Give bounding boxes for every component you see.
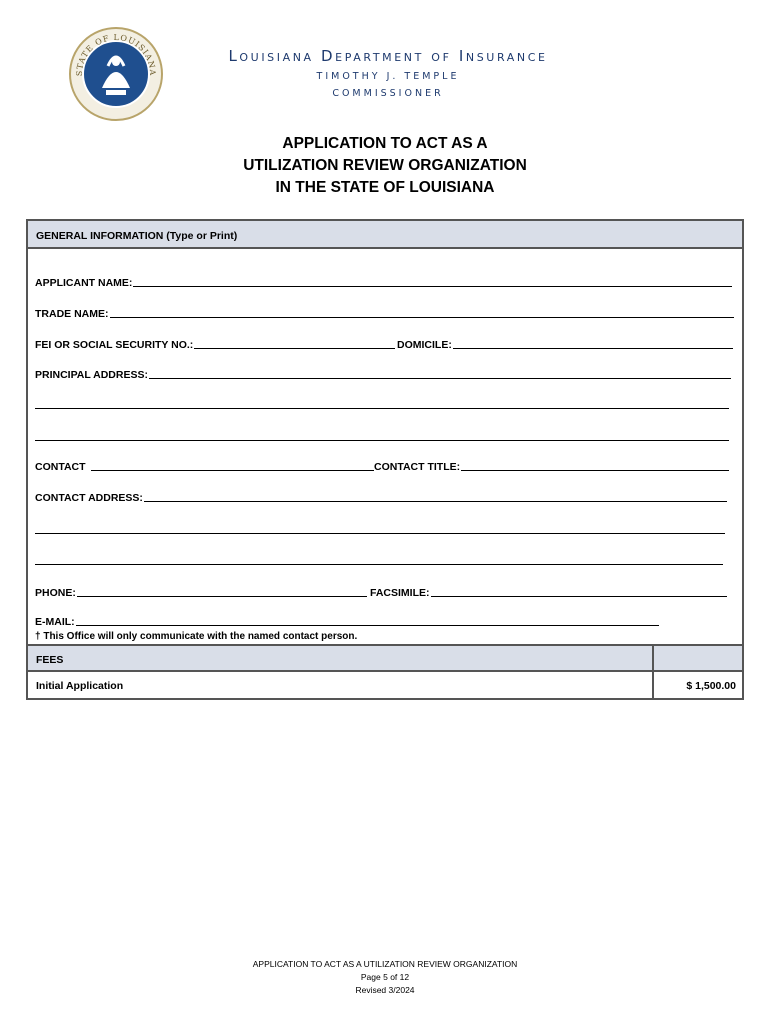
email-field[interactable] — [35, 614, 659, 628]
seal-lettering: STATE OF LOUISIANA — [74, 32, 158, 77]
applicant-name-label: APPLICANT NAME: — [35, 277, 133, 289]
principal-address-blank[interactable] — [149, 378, 731, 379]
principal-address-line-3[interactable] — [35, 440, 729, 441]
general-information-heading: GENERAL INFORMATION (Type or Print) — [28, 221, 742, 249]
state-seal-logo — [68, 26, 164, 122]
facsimile-blank[interactable] — [431, 596, 728, 597]
contact-label: CONTACT — [35, 461, 86, 473]
contact-title-label: CONTACT TITLE: — [374, 461, 461, 473]
fei-ssn-blank[interactable] — [194, 348, 395, 349]
applicant-name-field[interactable] — [35, 275, 732, 289]
commissioner-title: COMMISSIONER — [332, 88, 444, 99]
fei-ssn-field[interactable] — [35, 337, 395, 351]
title-line-1: APPLICATION TO ACT AS A — [282, 135, 488, 152]
domicile-label: DOMICILE: — [397, 339, 452, 351]
trade-name-label: TRADE NAME: — [35, 308, 109, 320]
general-information-section — [26, 219, 744, 646]
title-line-2: UTILIZATION REVIEW ORGANIZATION — [243, 157, 527, 174]
fees-heading-amount-cell — [654, 646, 742, 672]
domicile-blank[interactable] — [453, 348, 733, 349]
footer-page-number: Page 5 of 12 — [360, 972, 410, 982]
page-footer — [0, 958, 770, 997]
fee-item-label: Initial Application — [28, 672, 654, 698]
document-title — [0, 133, 770, 199]
phone-blank[interactable] — [77, 596, 367, 597]
contact-address-blank[interactable] — [144, 501, 727, 502]
fee-item-amount: $ 1,500.00 — [686, 680, 736, 692]
applicant-name-blank[interactable] — [133, 286, 732, 287]
commissioner-name: TIMOTHY J. TEMPLE — [316, 71, 460, 82]
email-label: E-MAIL: — [35, 616, 75, 628]
fei-ssn-label: FEI OR SOCIAL SECURITY NO.: — [35, 339, 194, 351]
title-line-3: IN THE STATE OF LOUISIANA — [275, 179, 495, 196]
domicile-field[interactable] — [397, 337, 733, 351]
fees-table — [26, 646, 744, 700]
contact-address-label: CONTACT ADDRESS: — [35, 492, 143, 504]
principal-address-label: PRINCIPAL ADDRESS: — [35, 369, 148, 381]
agency-name: Louisiana Department of Insurance — [228, 47, 548, 65]
footer-revision: Revised 3/2024 — [355, 985, 415, 995]
principal-address-line-2[interactable] — [35, 408, 729, 409]
contact-blank[interactable] — [91, 470, 374, 471]
contact-address-line-2[interactable] — [35, 533, 725, 534]
fees-heading: FEES — [28, 646, 654, 672]
phone-label: PHONE: — [35, 587, 76, 599]
contact-title-field[interactable] — [374, 459, 729, 473]
contact-address-field[interactable] — [35, 490, 727, 504]
contact-field[interactable] — [35, 459, 374, 473]
agency-header — [188, 47, 588, 99]
contact-note: † This Office will only communicate with the named contact person. — [35, 631, 358, 642]
footer-document-name: APPLICATION TO ACT AS A UTILIZATION REVIEW ORGANIZATION — [252, 959, 518, 969]
facsimile-label: FACSIMILE: — [370, 587, 430, 599]
principal-address-field[interactable] — [35, 367, 731, 381]
facsimile-field[interactable] — [370, 585, 727, 599]
trade-name-blank[interactable] — [110, 317, 735, 318]
email-blank[interactable] — [76, 625, 659, 626]
contact-address-line-3[interactable] — [35, 564, 723, 565]
phone-field[interactable] — [35, 585, 367, 599]
trade-name-field[interactable] — [35, 306, 734, 320]
contact-title-blank[interactable] — [461, 470, 729, 471]
